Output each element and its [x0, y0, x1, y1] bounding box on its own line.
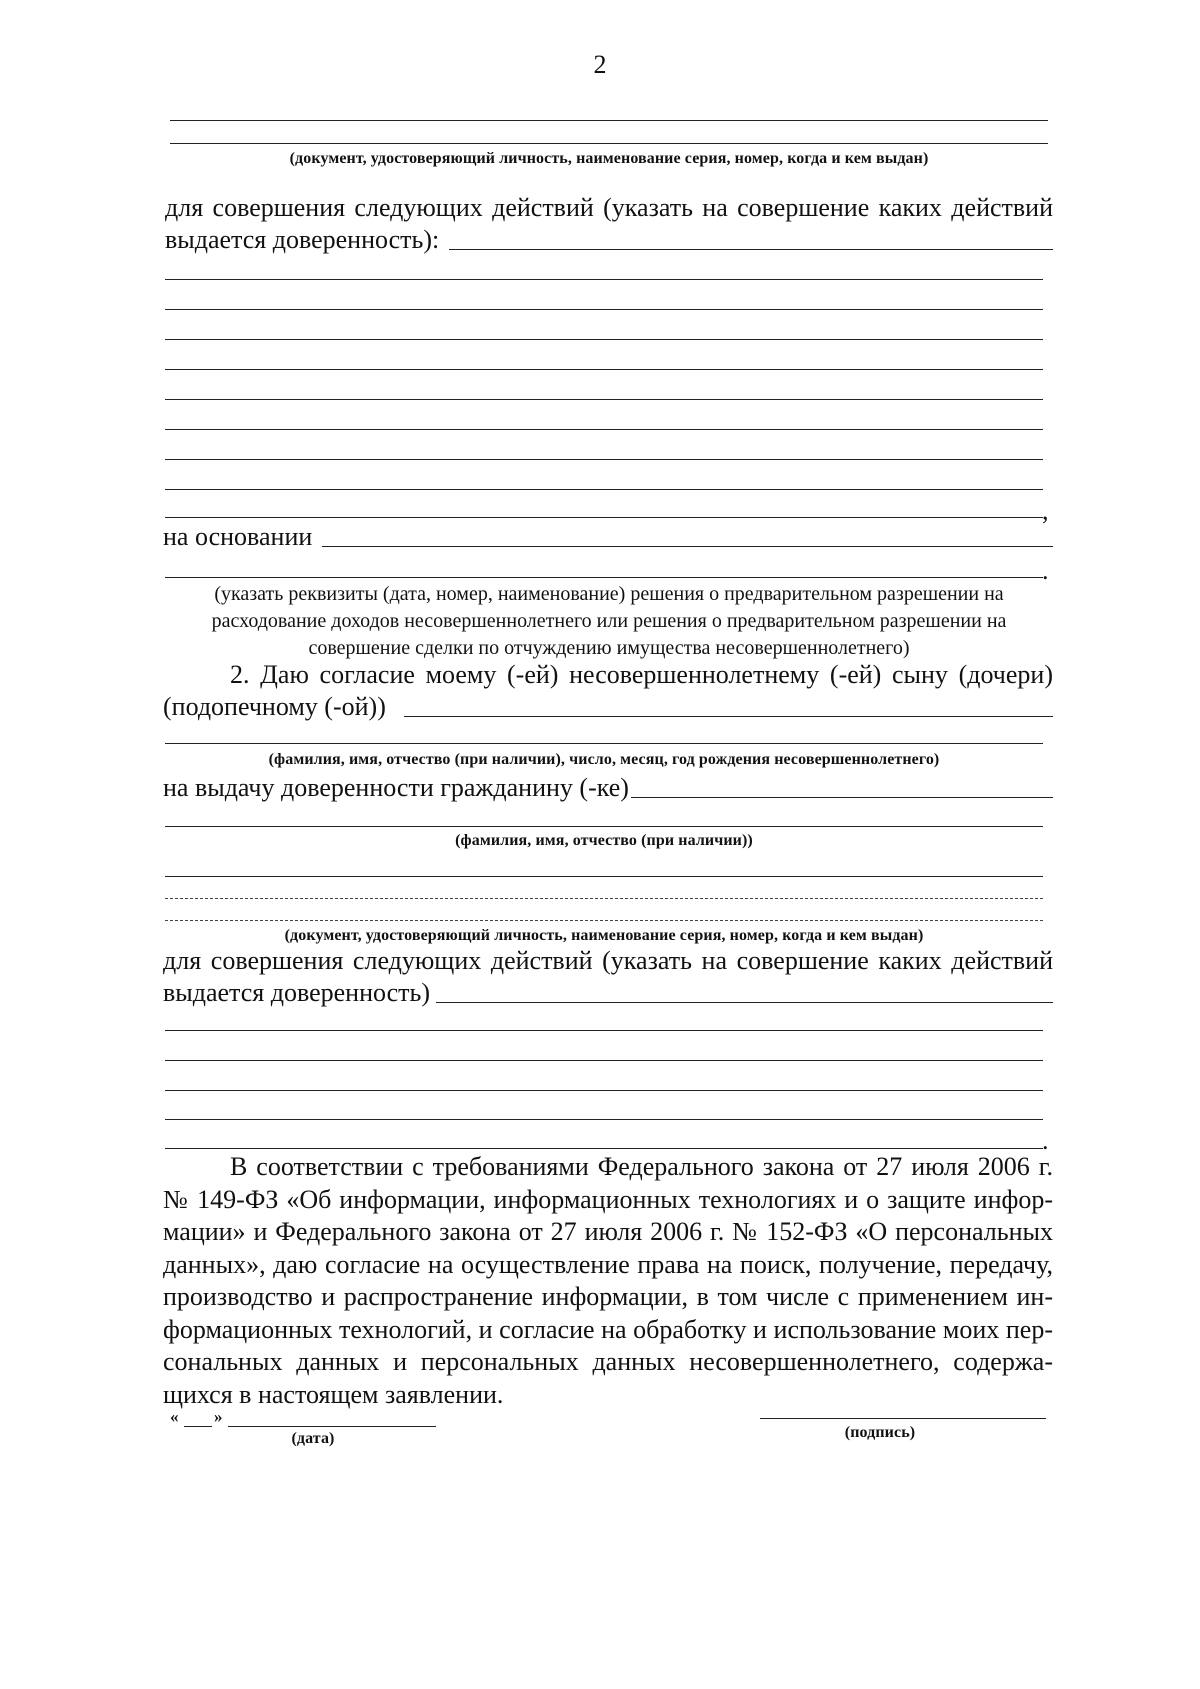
ward-field[interactable]	[404, 716, 1053, 717]
document-line[interactable]	[165, 920, 1043, 921]
date-close-quote: »	[214, 1407, 223, 1426]
paragraph-line: данных», даю согласие на осуществление права на поиск, получение, передачу,	[163, 1249, 1053, 1279]
caption-basis-line-1: (указать реквизиты (дата, номер, наименование) решения о предварительном разрешении на	[214, 583, 1004, 605]
document-line[interactable]	[165, 876, 1043, 877]
comma-mark: ,	[1042, 496, 1049, 525]
issue-row	[163, 772, 1053, 804]
actions-label: выдается доверенность):	[165, 225, 440, 254]
basis-field[interactable]	[322, 546, 1053, 547]
page-number: 2	[593, 50, 607, 79]
paragraph-line: формационных технологий, и согласие на обработку и использование моих пер-	[163, 1314, 1053, 1344]
actions2-line[interactable]	[165, 1030, 1043, 1031]
actions-line[interactable]	[165, 399, 1043, 400]
caption-signature: (подпись)	[844, 1424, 916, 1441]
consent-line-1: 2. Даю согласие моему (-ей) несовершеннолетнему (-ей) сыну (дочери)	[230, 660, 1053, 689]
signature-field[interactable]	[760, 1418, 1046, 1419]
actions-line[interactable]	[165, 429, 1043, 430]
issue-label: на выдачу доверенности гражданину (-ке)	[163, 773, 629, 802]
paragraph-line: сональных данных и персональных данных несовершеннолетнего, содержа-	[163, 1347, 1053, 1376]
actions-text-line-2	[165, 224, 1053, 256]
blank-line	[170, 120, 1048, 121]
paragraph-line: мации» и Федерального закона от 27 июля 2006 г. № 152-ФЗ «О персональных	[163, 1217, 1053, 1246]
caption-basis-line-2: расходование доходов несовершеннолетнего или решения о предварительном разрешении на	[211, 610, 1007, 632]
attorney-line[interactable]	[165, 826, 1043, 827]
actions2-label: выдается доверенность)	[163, 978, 431, 1007]
actions2-text-line-1: для совершения следующих действий (указать на совершение каких действий	[163, 946, 1053, 975]
caption-id-document-2: (документ, удостоверяющий личность, наименование серия, номер, когда и кем выдан)	[284, 927, 924, 944]
attorney-field[interactable]	[631, 797, 1053, 798]
actions-line[interactable]	[165, 369, 1043, 370]
caption-basis-line-3: совершение сделки по отчуждению имущества несовершеннолетнего)	[308, 637, 910, 659]
period-mark: .	[1042, 556, 1049, 585]
blank-line	[170, 143, 1048, 144]
ward-label: (подопечному (-ой))	[163, 692, 386, 721]
caption-basis-details	[160, 581, 1058, 662]
actions2-line[interactable]	[165, 1119, 1043, 1120]
date-open-quote: «	[170, 1407, 179, 1426]
actions-line[interactable]	[165, 339, 1043, 340]
actions2-text-line-2	[163, 977, 1053, 1009]
period-mark: .	[1042, 1126, 1049, 1155]
actions-line[interactable]	[165, 279, 1043, 280]
caption-id-document: (документ, удостоверяющий личность, наименование серия, номер, когда и кем выдан)	[289, 150, 929, 167]
actions2-field[interactable]	[436, 1002, 1053, 1003]
actions-text-line-1: для совершения следующих действий (указать на совершение каких действий	[165, 193, 1053, 222]
paragraph-line: № 149-ФЗ «Об информации, информационных технологиях и о защите инфор-	[163, 1184, 1053, 1214]
basis-label: на основании	[163, 522, 313, 551]
caption-date: (дата)	[291, 1430, 335, 1447]
actions2-line[interactable]	[165, 1148, 1043, 1149]
actions-line[interactable]	[165, 489, 1043, 490]
actions-line[interactable]	[165, 517, 1043, 518]
paragraph-line: производство и распространение информации, в том числе с применением ин-	[163, 1282, 1053, 1311]
paragraph-line: В соответствии с требованиями Федерального закона от 27 июля 2006 г.	[230, 1152, 1053, 1181]
paragraph-line: щихся в настоящем заявлении.	[163, 1379, 504, 1409]
basis-row	[163, 521, 1053, 553]
date-field[interactable]	[228, 1426, 436, 1427]
document-line[interactable]	[165, 898, 1043, 899]
actions-line[interactable]	[165, 309, 1043, 310]
actions-field[interactable]	[449, 249, 1053, 250]
caption-attorney-name: (фамилия, имя, отчество (при наличии))	[455, 832, 753, 849]
consent-line-2	[163, 691, 1053, 723]
caption-minor-info: (фамилия, имя, отчество (при наличии), число, месяц, год рождения несовершеннолетнего)	[268, 751, 940, 768]
actions2-line[interactable]	[165, 1060, 1043, 1061]
ward-line[interactable]	[165, 743, 1043, 744]
personal-data-paragraph	[163, 1151, 1053, 1411]
basis-line[interactable]	[165, 577, 1043, 578]
day-field[interactable]	[184, 1426, 212, 1427]
actions2-line[interactable]	[165, 1090, 1043, 1091]
actions-line[interactable]	[165, 459, 1043, 460]
